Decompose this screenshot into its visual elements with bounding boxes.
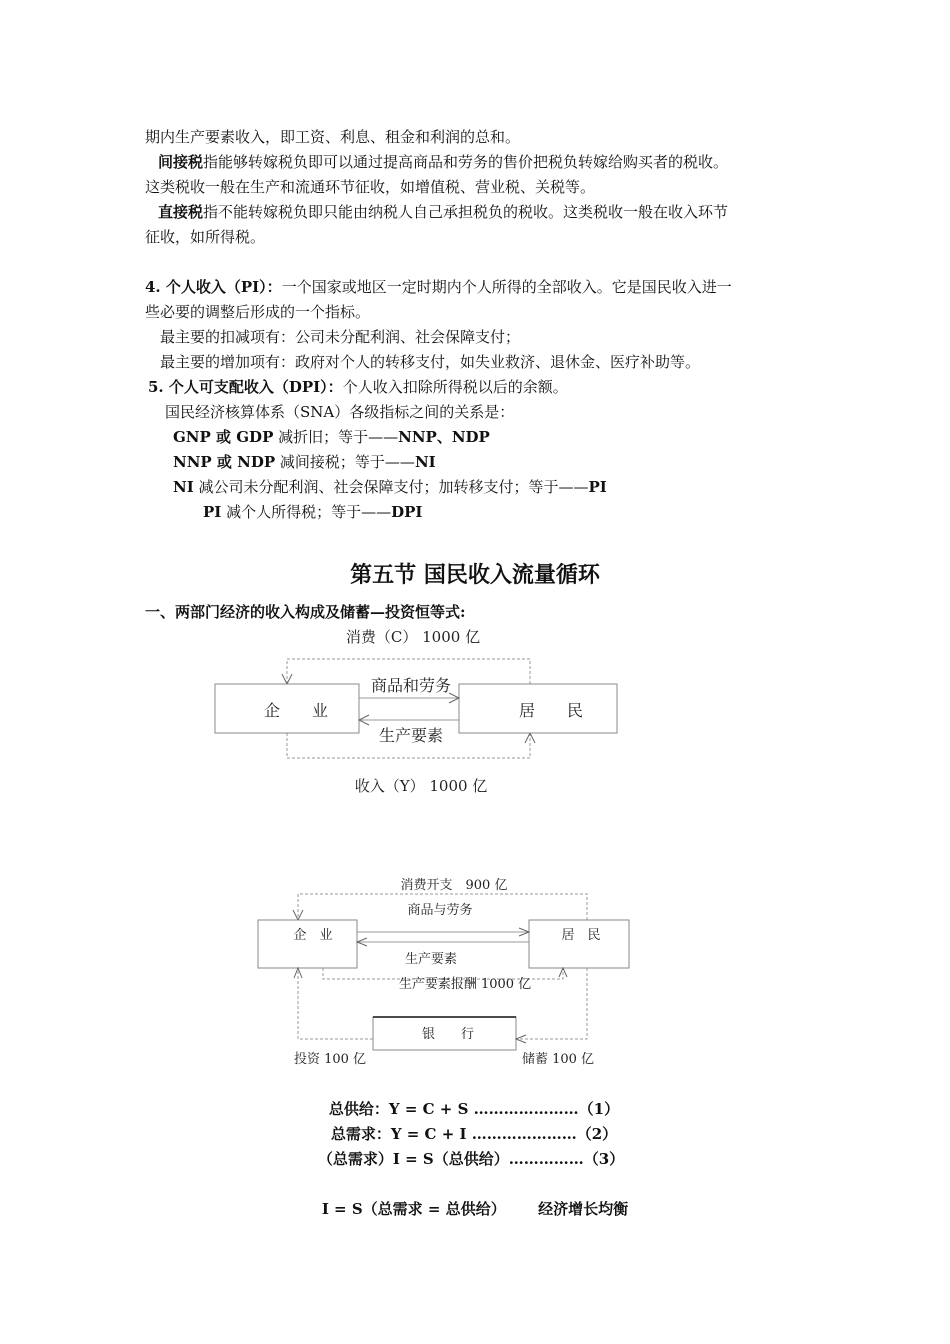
text: 减个人所得税；等于—— <box>221 503 392 521</box>
goods-label: 商品和劳务 <box>370 676 452 695</box>
bank-label: 银 行 <box>421 1027 475 1042</box>
term: PI <box>203 503 222 521</box>
factors-label: 生产要素 <box>404 952 458 967</box>
income-label: 收入（Y） 1000 亿 <box>354 777 488 795</box>
section-dpi <box>148 377 568 397</box>
text: 一个国家或地区一定时期内个人所得的全部收入。它是国民收入进一 <box>281 278 732 296</box>
firm-label: 企 业 <box>293 928 333 943</box>
equilibrium-formula: I = S（总需求 = 总供给） <box>321 1200 506 1218</box>
heading-pi: 4. 个人收入（PI）： <box>145 278 282 296</box>
equation-aggregate-demand: 总需求：Y = C + I …………………（2） <box>330 1125 618 1143</box>
text: 指不能转嫁税负即只能由纳税人自己承担税负的税收。这类税收一般在收入环节 <box>203 203 729 221</box>
paragraph-direct-tax <box>158 202 728 222</box>
paragraph-direct-tax-cont <box>145 227 265 247</box>
text: 这类税收一般在生产和流通环节征收，如增值税、营业税、关税等。 <box>145 178 596 196</box>
equation-aggregate-supply: 总供给：Y = C + S …………………（1） <box>328 1100 620 1118</box>
heading-dpi: 5. 个人可支配收入（DPI）： <box>148 378 343 396</box>
term: DPI <box>391 503 423 521</box>
relation-pi <box>203 502 422 522</box>
text: 期内生产要素收入，即工资、利息、租金和利润的总和。 <box>145 128 521 146</box>
section-personal-income-cont <box>145 302 370 322</box>
subsection-heading: 一、两部门经济的收入构成及储蓄—投资恒等式: <box>145 603 466 621</box>
goods-services-label: 商品与劳务 <box>407 903 473 918</box>
text: 减间接税；等于—— <box>275 453 415 471</box>
text: 减公司未分配利润、社会保障支付；加转移支付；等于—— <box>193 478 589 496</box>
relation-nnp <box>173 452 436 472</box>
term: PI <box>588 478 607 496</box>
text: 指能够转嫁税负即可以通过提高商品和劳务的售价把税负转嫁给购买者的税收。 <box>203 153 729 171</box>
text: 国民经济核算体系（SNA）各级指标之间的关系是： <box>165 403 515 421</box>
pi-deductions <box>160 327 520 347</box>
term-indirect-tax: 间接税 <box>158 153 204 171</box>
equation-identity: （总需求）I = S（总供给）……………（3） <box>317 1150 625 1168</box>
consumption-spending-label: 消费开支 900 亿 <box>400 878 508 893</box>
term: NI <box>173 478 194 496</box>
household-label: 居 民 <box>561 928 601 943</box>
text: 减折旧；等于—— <box>273 428 399 446</box>
term: NI <box>414 453 436 471</box>
diagram-two-sector-circular-flow <box>0 620 950 805</box>
text: 最主要的扣减项有：公司未分配利润、社会保障支付； <box>160 328 521 346</box>
paragraph-factor-income <box>145 127 520 147</box>
term: NNP、NDP <box>398 428 490 446</box>
relation-gnp <box>173 427 490 447</box>
factor-payment-label: 生产要素报酬 1000 亿 <box>398 977 532 992</box>
sna-intro <box>165 402 514 422</box>
investment-label: 投资 100 亿 <box>293 1052 367 1067</box>
text: 最主要的增加项有：政府对个人的转移支付，如失业救济、退休金、医疗补助等。 <box>160 353 701 371</box>
term-direct-tax: 直接税 <box>158 203 204 221</box>
pi-additions <box>160 352 700 372</box>
section-personal-income <box>145 277 732 297</box>
factors-label: 生产要素 <box>378 726 444 745</box>
paragraph-indirect-tax <box>158 152 728 172</box>
text: 些必要的调整后形成的一个指标。 <box>145 303 371 321</box>
equilibrium-label: 经济增长均衡 <box>538 1200 629 1218</box>
household-label: 居 民 <box>518 701 584 720</box>
section-title: 第五节 国民收入流量循环 <box>350 562 600 588</box>
text: 征收，如所得税。 <box>145 228 266 246</box>
investment-flow-path <box>298 968 373 1039</box>
firm-label: 企 业 <box>263 701 329 720</box>
relation-ni <box>173 477 607 497</box>
term: GNP 或 GDP <box>173 428 274 446</box>
final-equilibrium <box>0 1199 950 1219</box>
text: 个人收入扣除所得税以后的余额。 <box>342 378 568 396</box>
diagram-circular-flow-with-bank <box>0 870 950 1070</box>
savings-label: 储蓄 100 亿 <box>521 1052 595 1067</box>
paragraph-indirect-tax-cont <box>145 177 595 197</box>
term: NNP 或 NDP <box>173 453 276 471</box>
consumption-label: 消费（C） 1000 亿 <box>345 628 481 646</box>
